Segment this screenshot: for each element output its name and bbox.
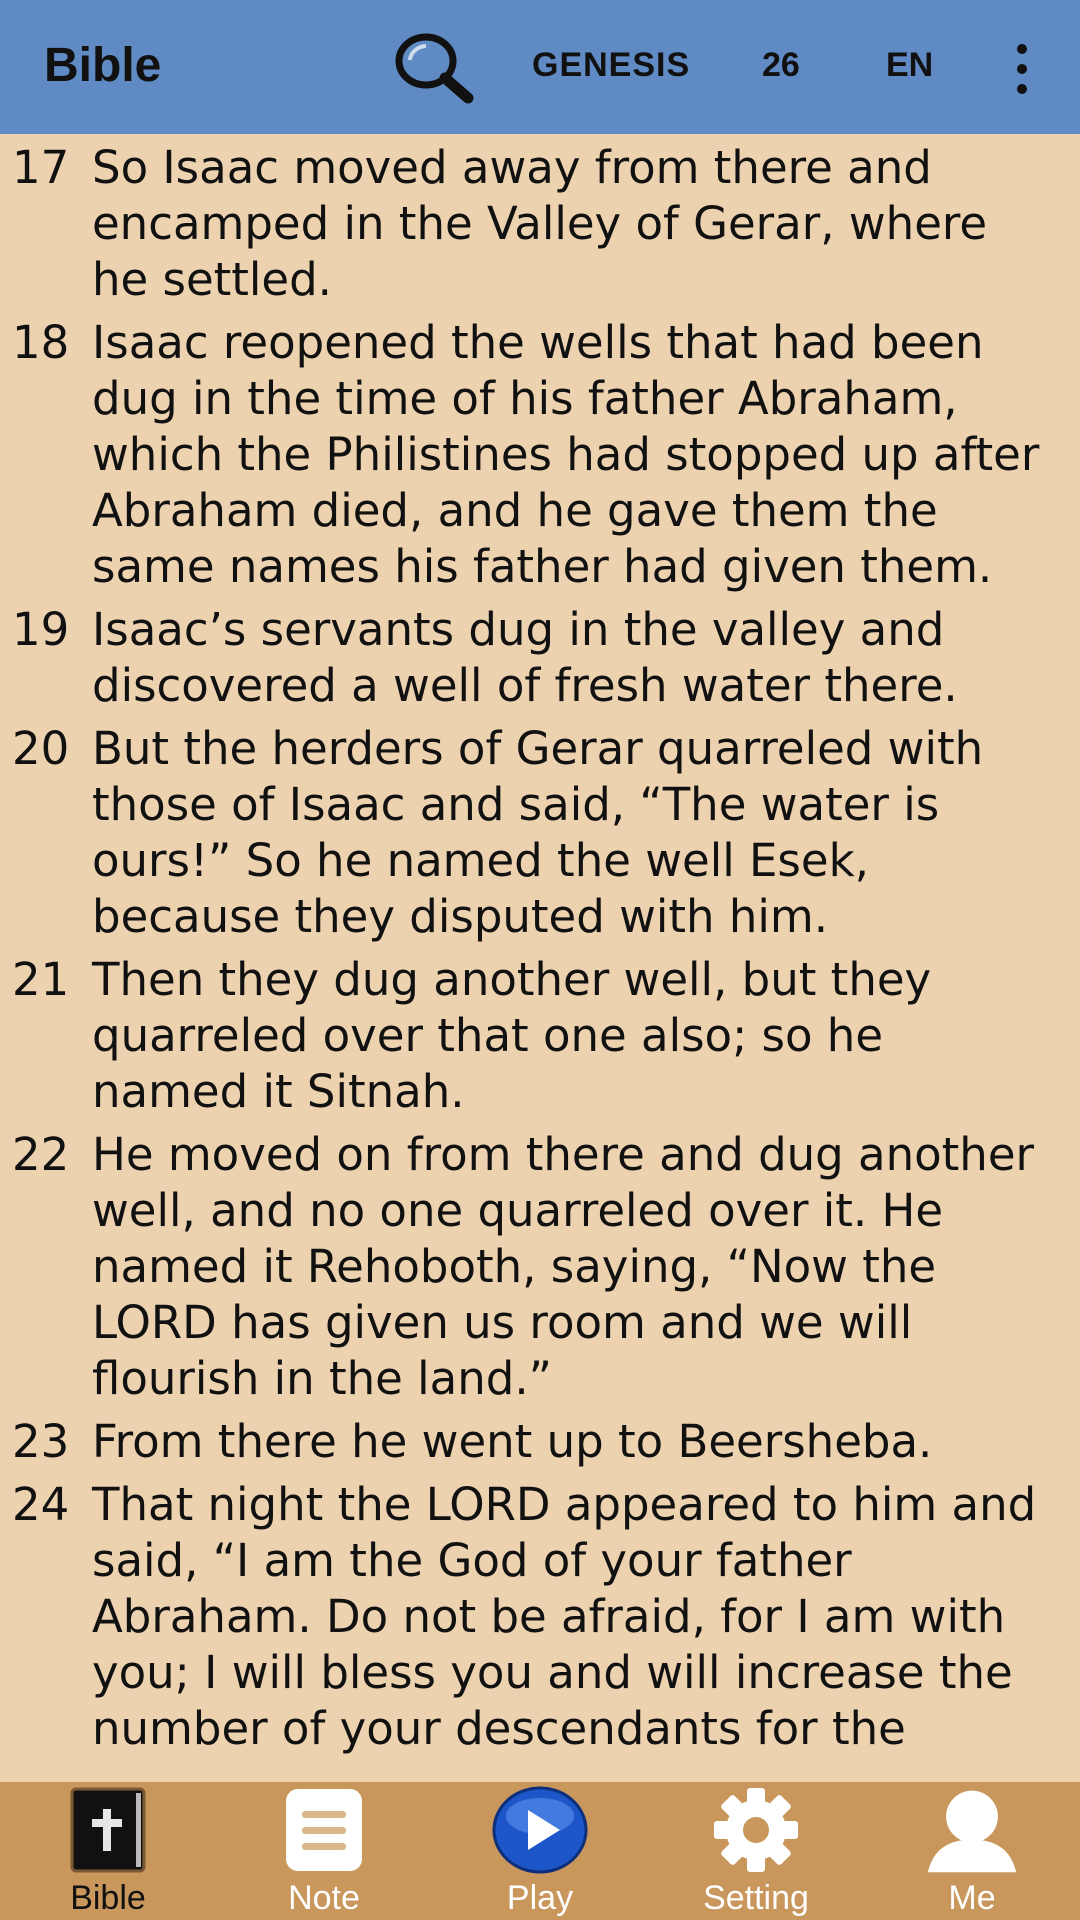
verse-item[interactable] <box>0 140 1080 308</box>
nav-label: Play <box>506 1879 574 1917</box>
book-selector[interactable]: GENESIS <box>532 46 691 84</box>
search-icon <box>392 30 476 104</box>
chapter-selector[interactable]: 26 <box>762 46 800 84</box>
app-title: Bible <box>44 39 162 92</box>
verse-item[interactable] <box>0 1127 1080 1407</box>
verse-text: Isaac’s servants dug in the valley and discovered a well of fresh water there. <box>92 603 958 712</box>
nav-label: Setting <box>703 1879 809 1917</box>
bible-book-icon <box>60 1786 156 1874</box>
verse-item[interactable] <box>0 952 1080 1120</box>
verse-number: 22 <box>12 1128 70 1181</box>
verse-text: From there he went up to Beersheba. <box>92 1415 933 1468</box>
verse-text: Isaac reopened the wells that had been dug in the time of his father Abraham, which the Philistines had stopped up after Abraham died, and he gave them the same names his father had given them. <box>92 316 1040 593</box>
verse-number: 17 <box>12 141 70 194</box>
note-icon <box>276 1786 372 1874</box>
user-icon <box>924 1786 1020 1874</box>
verse-text: So Isaac moved away from there and encamped in the Valley of Gerar, where he settled. <box>92 141 988 306</box>
verse-text: He moved on from there and dug another well, and no one quarreled over it. He named it Rehoboth, saying, “Now the LORD has given us room and we will flourish in the land.” <box>92 1128 1035 1405</box>
search-button[interactable] <box>392 30 476 104</box>
verse-text: But the herders of Gerar quarreled with those of Isaac and said, “The water is ours!” So he named the well Esek, because they disputed with him. <box>92 722 984 943</box>
verse-text: Then they dug another well, but they quarreled over that one also; so he named it Sitnah. <box>92 953 932 1118</box>
nav-label: Me <box>948 1879 996 1917</box>
gear-icon <box>708 1786 804 1874</box>
more-vertical-icon <box>1017 44 1027 54</box>
verse-number: 23 <box>12 1415 70 1468</box>
verse-number: 20 <box>12 722 70 775</box>
top-app-bar <box>0 0 1080 134</box>
nav-me[interactable] <box>864 1782 1080 1920</box>
language-selector[interactable]: EN <box>886 46 934 84</box>
nav-label: Note <box>288 1879 360 1917</box>
verse-item[interactable] <box>0 721 1080 945</box>
nav-setting[interactable] <box>648 1782 864 1920</box>
verse-list[interactable] <box>0 134 1080 1782</box>
verse-text: That night the LORD appeared to him and said, “I am the God of your father Abraham. Do not be afraid, for I am with you; I will bless you and will increase the number of your descendants for the <box>92 1478 1037 1755</box>
play-icon <box>492 1786 588 1874</box>
bottom-navigation <box>0 1782 1080 1920</box>
verse-number: 19 <box>12 603 70 656</box>
verse-item[interactable] <box>0 1477 1080 1757</box>
nav-label: Bible <box>70 1879 146 1917</box>
nav-bible[interactable] <box>0 1782 216 1920</box>
nav-play[interactable] <box>432 1782 648 1920</box>
verse-number: 18 <box>12 316 70 369</box>
verse-number: 21 <box>12 953 70 1006</box>
verse-item[interactable] <box>0 602 1080 714</box>
verse-item[interactable] <box>0 1414 1080 1470</box>
verse-number: 24 <box>12 1478 70 1531</box>
nav-note[interactable] <box>216 1782 432 1920</box>
verse-item[interactable] <box>0 315 1080 595</box>
overflow-menu-button[interactable] <box>1006 44 1038 94</box>
